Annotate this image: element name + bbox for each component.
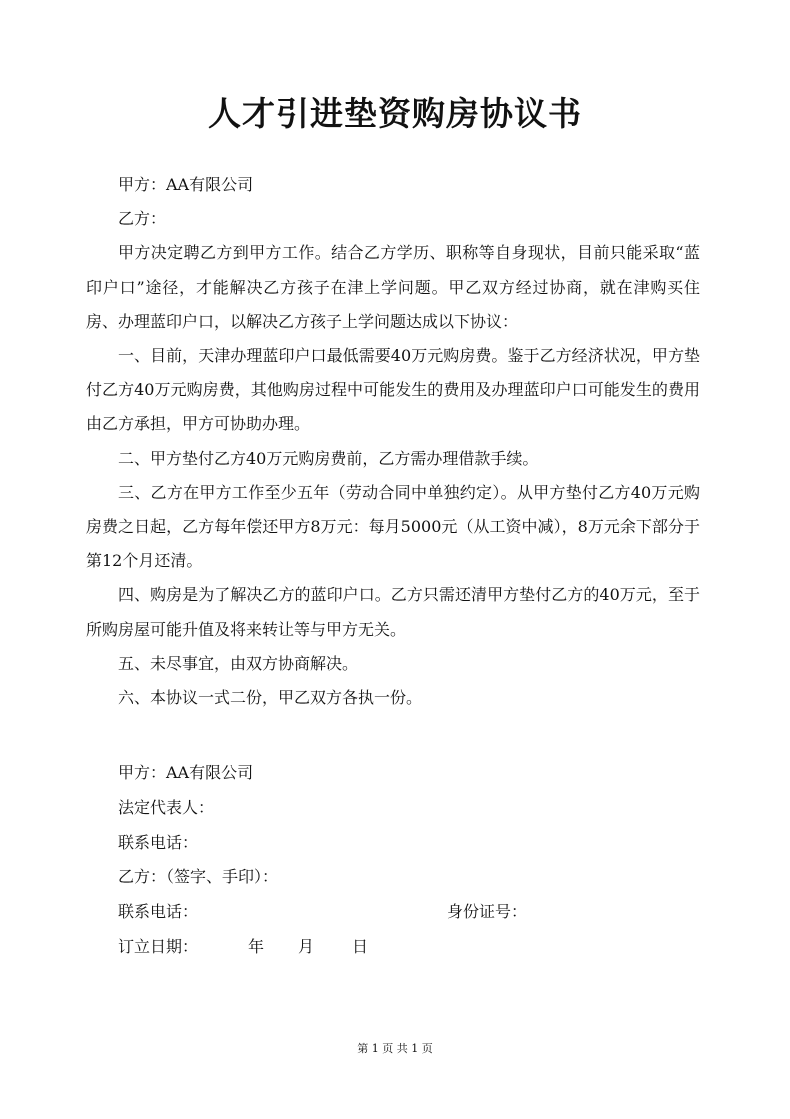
page-footer: 第 1 页 共 1 页 <box>357 1042 433 1055</box>
clause-6: 六、本协议一式二份，甲乙双方各执一份。 <box>118 688 423 708</box>
sig-party-b: 乙方：（签字、手印）： <box>118 867 279 887</box>
party-a-line: 甲方：AA有限公司 <box>118 175 254 194</box>
sig-party-a: 甲方：AA有限公司 <box>118 763 254 782</box>
sig-phone-a: 联系电话： <box>118 832 199 852</box>
sig-month: 月 <box>298 936 315 956</box>
party-b-line: 乙方： <box>118 209 167 229</box>
clause-3: 三、乙方在甲方工作至少五年（劳动合同中单独约定）。从甲方垫付乙方40万元购房费之日起，乙方每年偿还甲方8万元：每月5000元（从工资中减），8万元余下部分于第12个月还清。 <box>86 482 700 571</box>
sig-legal-rep: 法定代表人： <box>118 797 215 817</box>
clause-2: 二、甲方垫付乙方40万元购房费前，乙方需办理借款手续。 <box>118 448 539 468</box>
document-title: 人才引进垫资购房协议书 <box>208 94 582 133</box>
document-body <box>86 168 700 715</box>
clause-1: 一、目前，天津办理蓝印户口最低需要40万元购房费。鉴于乙方经济状况，甲方垫付乙方40万元购房费，其他购房过程中可能发生的费用及办理蓝印户口可能发生的费用由乙方承担，甲方可协助办理。 <box>86 346 700 434</box>
sig-id-number: 身份证号： <box>447 902 528 922</box>
signature-block <box>118 756 678 965</box>
sig-date-row <box>118 930 678 965</box>
intro-paragraph: 甲方决定聘乙方到甲方工作。结合乙方学历、职称等自身现状，目前只能采取“蓝印户口”途径，才能解决乙方孩子在津上学问题。甲乙双方经过协商，就在津购买住房、办理蓝印户口，以解决乙方孩子上学问题达成以下协议： <box>86 243 700 331</box>
clause-4: 四、购房是为了解决乙方的蓝印户口。乙方只需还清甲方垫付乙方的40万元，至于所购房屋可能升值及将来转让等与甲方无关。 <box>86 585 700 639</box>
clause-5: 五、未尽事宜，由双方协商解决。 <box>118 653 359 673</box>
sig-year: 年 <box>248 936 265 956</box>
sig-date-label: 订立日期： <box>118 936 199 956</box>
sig-phone-b: 联系电话： <box>118 902 199 922</box>
sig-day: 日 <box>352 936 369 956</box>
sig-phone-b-row <box>118 895 678 930</box>
